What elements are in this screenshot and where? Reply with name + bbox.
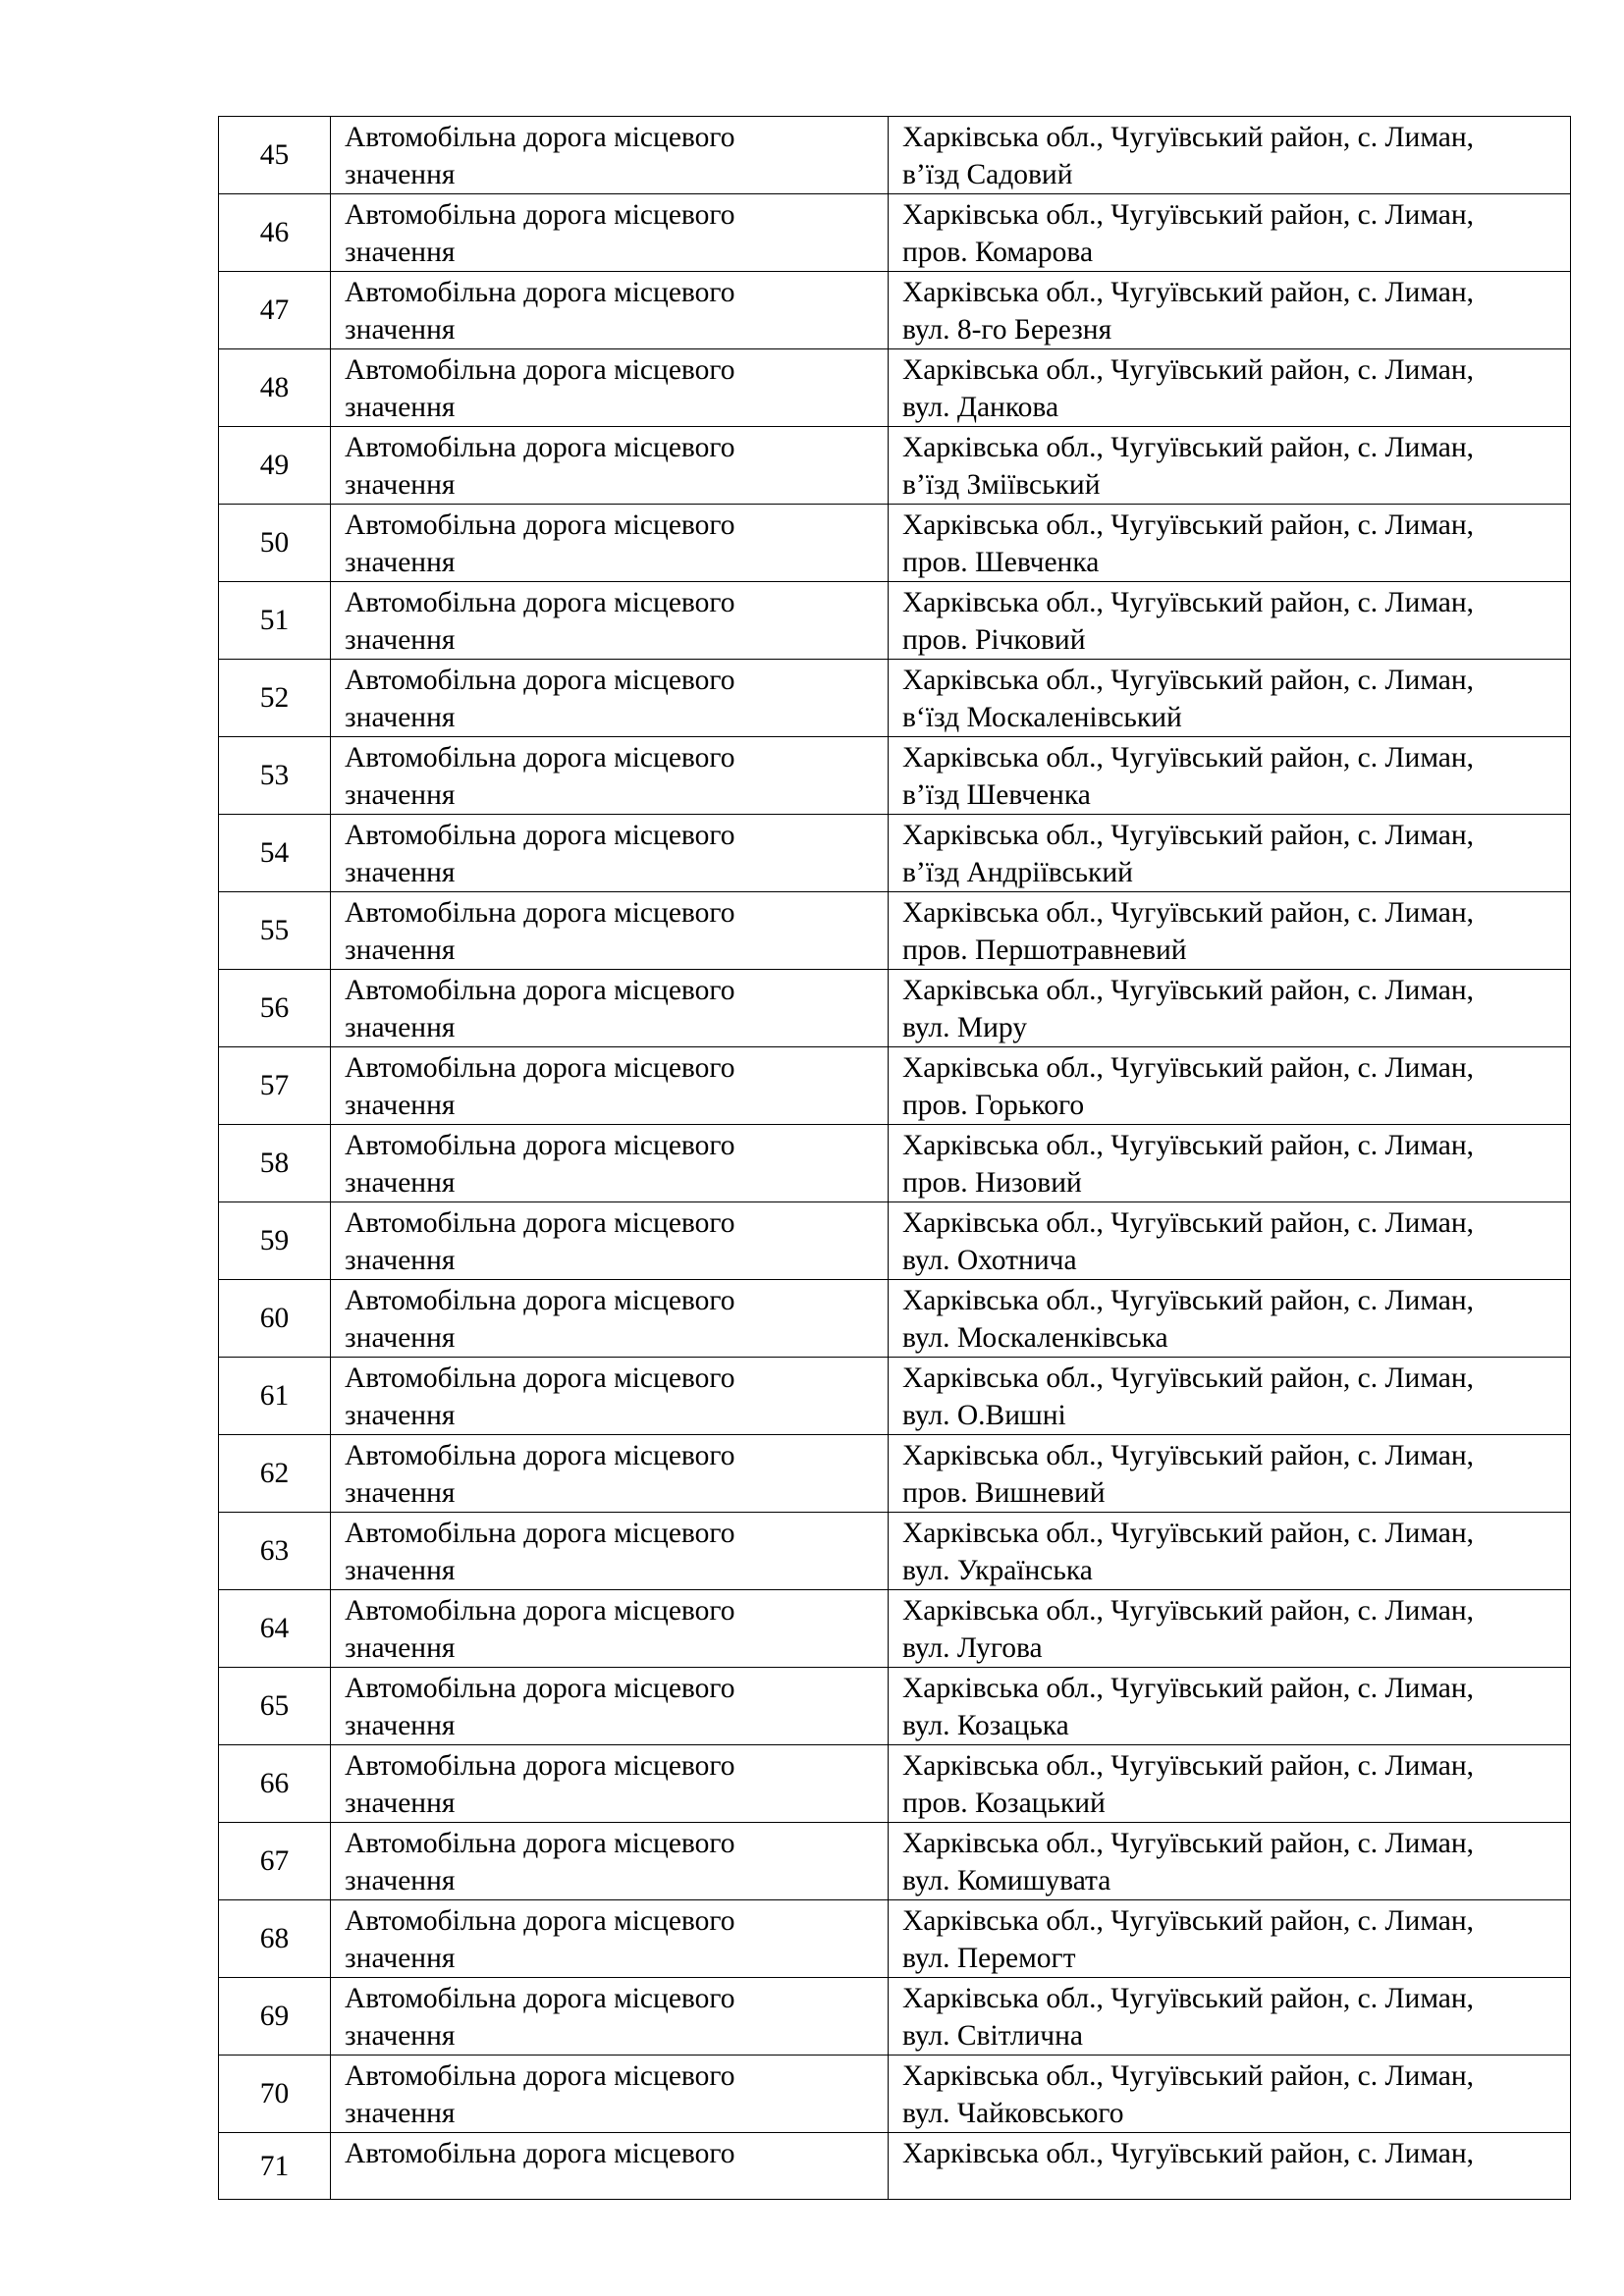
road-name-line: Автомобільна дорога місцевого [345,1983,735,2014]
row-number: 59 [219,1202,331,1280]
road-address-cell [889,1590,1571,1668]
road-address-line: Харківська обл., Чугуївський район, с. Лиман, [902,277,1475,308]
road-name-cell [331,2056,889,2133]
road-name-cell [331,737,889,815]
road-address-cell [889,1823,1571,1900]
road-name-cell [331,427,889,505]
road-name-line: значення [345,159,456,190]
table-row [219,2056,1571,2133]
row-number: 62 [219,1435,331,1513]
road-address-cell [889,117,1571,194]
road-name-line: значення [345,2098,456,2129]
road-address-cell [889,194,1571,272]
road-address-cell [889,1668,1571,1745]
row-number: 67 [219,1823,331,1900]
road-name-line: Автомобільна дорога місцевого [345,1828,735,1859]
road-name-line: значення [345,1865,456,1896]
road-name-cell [331,1358,889,1435]
table-row [219,2133,1571,2200]
row-number: 71 [219,2133,331,2200]
road-name-cell [331,272,889,349]
road-name-line: Автомобільна дорога місцевого [345,199,735,231]
road-name-line: Автомобільна дорога місцевого [345,665,735,696]
road-address-cell [889,2133,1571,2200]
row-number: 54 [219,815,331,892]
table-row [219,1358,1571,1435]
road-name-line: значення [345,547,456,578]
road-address-line: Харківська обл., Чугуївський район, с. Лиман, [902,665,1475,696]
road-address-line: вул. Данкова [902,392,1059,423]
road-name-line: Автомобільна дорога місцевого [345,2138,735,2169]
road-address-line: вул. 8-го Березня [902,314,1112,346]
road-address-line: пров. Горького [902,1090,1085,1121]
road-name-line: Автомобільна дорога місцевого [345,1207,735,1239]
row-number: 70 [219,2056,331,2133]
road-address-line: пров. Козацький [902,1788,1106,1819]
row-number: 69 [219,1978,331,2056]
row-number: 68 [219,1900,331,1978]
road-name-line: Автомобільна дорога місцевого [345,122,735,153]
road-address-line: в’їзд Зміївський [902,469,1101,501]
road-address-line: в‘їзд Москаленівський [902,702,1182,733]
road-address-cell [889,737,1571,815]
road-name-cell [331,117,889,194]
road-address-line: Харківська обл., Чугуївський район, с. Лиман, [902,742,1475,774]
road-name-cell [331,582,889,660]
roads-table [218,116,1571,2200]
table-row [219,1435,1571,1513]
road-name-cell [331,1513,889,1590]
table-row [219,892,1571,970]
road-address-line: пров. Низовий [902,1167,1082,1199]
road-name-cell [331,1745,889,1823]
road-address-line: Харківська обл., Чугуївський район, с. Лиман, [902,1207,1475,1239]
road-address-line: Харківська обл., Чугуївський район, с. Лиман, [902,1285,1475,1316]
table-row [219,660,1571,737]
table-row [219,194,1571,272]
road-address-line: Харківська обл., Чугуївський район, с. Лиман, [902,2138,1475,2169]
road-name-cell [331,1125,889,1202]
row-number: 64 [219,1590,331,1668]
road-address-line: в’їзд Шевченка [902,779,1091,811]
road-address-cell [889,1745,1571,1823]
road-address-line: Харківська обл., Чугуївський район, с. Лиман, [902,1905,1475,1937]
table-row [219,272,1571,349]
road-address-line: Харківська обл., Чугуївський район, с. Лиман, [902,1362,1475,1394]
row-number: 60 [219,1280,331,1358]
road-name-line: значення [345,624,456,656]
road-address-line: Харківська обл., Чугуївський район, с. Лиман, [902,1673,1475,1704]
road-name-cell [331,1823,889,1900]
table-row [219,1823,1571,1900]
road-name-line: значення [345,1555,456,1586]
road-address-line: вул. Комишувата [902,1865,1111,1896]
road-address-line: вул. Світлична [902,2020,1084,2052]
road-name-line: значення [345,392,456,423]
road-name-line: значення [345,1788,456,1819]
road-address-line: Харківська обл., Чугуївський район, с. Лиман, [902,975,1475,1006]
road-name-line: значення [345,702,456,733]
road-address-cell [889,582,1571,660]
road-name-cell [331,194,889,272]
road-name-cell [331,1978,889,2056]
road-name-line: значення [345,934,456,966]
table-row [219,1900,1571,1978]
road-name-line: Автомобільна дорога місцевого [345,1052,735,1084]
road-address-cell [889,660,1571,737]
road-address-line: пров. Вишневий [902,1477,1106,1509]
row-number: 51 [219,582,331,660]
road-name-line: Автомобільна дорога місцевого [345,1750,735,1782]
roads-table-body [219,117,1571,2200]
road-name-line: значення [345,1632,456,1664]
road-name-line: значення [345,237,456,268]
road-address-line: вул. Москаленківська [902,1322,1168,1354]
road-name-line: Автомобільна дорога місцевого [345,277,735,308]
road-address-line: Харківська обл., Чугуївський район, с. Лиман, [902,122,1475,153]
road-name-line: значення [345,2020,456,2052]
road-name-cell [331,1590,889,1668]
road-name-line: значення [345,1943,456,1974]
road-address-cell [889,1047,1571,1125]
road-name-cell [331,1900,889,1978]
road-name-line: Автомобільна дорога місцевого [345,1362,735,1394]
road-name-line: значення [345,1245,456,1276]
road-name-cell [331,970,889,1047]
row-number: 49 [219,427,331,505]
road-name-cell [331,1047,889,1125]
road-address-line: вул. Перемогт [902,1943,1076,1974]
road-name-cell [331,1202,889,1280]
road-address-line: вул. Козацька [902,1710,1069,1741]
road-address-line: Харківська обл., Чугуївський район, с. Лиман, [902,2060,1475,2092]
road-name-line: значення [345,1400,456,1431]
road-name-line: значення [345,314,456,346]
road-address-line: Харківська обл., Чугуївський район, с. Лиман, [902,1052,1475,1084]
road-address-cell [889,1900,1571,1978]
road-name-line: Автомобільна дорога місцевого [345,432,735,463]
table-row [219,1978,1571,2056]
road-address-line: Харківська обл., Чугуївський район, с. Лиман, [902,1750,1475,1782]
road-address-line: Харківська обл., Чугуївський район, с. Лиман, [902,1828,1475,1859]
road-name-line: Автомобільна дорога місцевого [345,742,735,774]
road-name-line: значення [345,779,456,811]
road-address-line: Харківська обл., Чугуївський район, с. Лиман, [902,1130,1475,1161]
road-name-cell [331,2133,889,2200]
road-name-line: Автомобільна дорога місцевого [345,1905,735,1937]
table-row [219,427,1571,505]
road-name-line: Автомобільна дорога місцевого [345,509,735,541]
road-address-line: Харківська обл., Чугуївський район, с. Лиман, [902,1440,1475,1471]
row-number: 50 [219,505,331,582]
road-address-line: Харківська обл., Чугуївський район, с. Лиман, [902,199,1475,231]
row-number: 53 [219,737,331,815]
road-address-line: пров. Першотравневий [902,934,1187,966]
road-name-line: Автомобільна дорога місцевого [345,820,735,851]
road-address-cell [889,1358,1571,1435]
road-address-line: вул. Миру [902,1012,1027,1043]
road-name-line: Автомобільна дорога місцевого [345,975,735,1006]
table-row [219,582,1571,660]
table-row [219,1047,1571,1125]
table-row [219,1668,1571,1745]
road-name-line: Автомобільна дорога місцевого [345,1673,735,1704]
road-name-line: Автомобільна дорога місцевого [345,1595,735,1627]
road-address-line: Харківська обл., Чугуївський район, с. Лиман, [902,1983,1475,2014]
row-number: 48 [219,349,331,427]
row-number: 57 [219,1047,331,1125]
table-row [219,737,1571,815]
road-address-line: вул. Охотнича [902,1245,1077,1276]
road-address-line: пров. Шевченка [902,547,1100,578]
road-address-line: пров. Річковий [902,624,1086,656]
road-name-line: значення [345,1167,456,1199]
road-address-cell [889,970,1571,1047]
road-address-line: вул. Чайковського [902,2098,1124,2129]
row-number: 46 [219,194,331,272]
table-row [219,505,1571,582]
road-address-cell [889,2056,1571,2133]
road-address-line: пров. Комарова [902,237,1094,268]
road-name-line: значення [345,857,456,888]
table-row [219,1745,1571,1823]
road-address-line: вул. Українська [902,1555,1093,1586]
road-address-cell [889,427,1571,505]
road-address-line: в’їзд Андріївський [902,857,1133,888]
road-address-cell [889,349,1571,427]
road-address-cell [889,1513,1571,1590]
road-name-cell [331,815,889,892]
road-address-cell [889,1125,1571,1202]
row-number: 52 [219,660,331,737]
table-row [219,1280,1571,1358]
road-name-cell [331,660,889,737]
road-name-cell [331,505,889,582]
road-address-cell [889,892,1571,970]
table-row [219,970,1571,1047]
road-name-line: Автомобільна дорога місцевого [345,1285,735,1316]
road-name-cell [331,892,889,970]
road-name-line: Автомобільна дорога місцевого [345,897,735,929]
row-number: 63 [219,1513,331,1590]
road-name-line: значення [345,1710,456,1741]
table-row [219,1513,1571,1590]
road-address-cell [889,1435,1571,1513]
road-address-line: Харківська обл., Чугуївський район, с. Лиман, [902,509,1475,541]
road-name-cell [331,349,889,427]
road-address-cell [889,1978,1571,2056]
road-name-line: Автомобільна дорога місцевого [345,1130,735,1161]
road-name-line: Автомобільна дорога місцевого [345,2060,735,2092]
road-name-line: значення [345,1477,456,1509]
row-number: 58 [219,1125,331,1202]
road-address-line: Харківська обл., Чугуївський район, с. Лиман, [902,897,1475,929]
road-address-line: Харківська обл., Чугуївський район, с. Лиман, [902,820,1475,851]
road-address-line: Харківська обл., Чугуївський район, с. Лиман, [902,1595,1475,1627]
road-address-cell [889,505,1571,582]
road-address-cell [889,272,1571,349]
road-name-line: значення [345,1090,456,1121]
road-address-cell [889,815,1571,892]
road-name-cell [331,1668,889,1745]
road-name-line: значення [345,1322,456,1354]
road-name-cell [331,1280,889,1358]
road-address-line: Харківська обл., Чугуївський район, с. Лиман, [902,432,1475,463]
road-address-line: в’їзд Садовий [902,159,1073,190]
road-name-line: значення [345,469,456,501]
row-number: 47 [219,272,331,349]
road-address-line: Харківська обл., Чугуївський район, с. Лиман, [902,1518,1475,1549]
road-address-line: вул. Лугова [902,1632,1043,1664]
row-number: 66 [219,1745,331,1823]
row-number: 56 [219,970,331,1047]
road-address-line: вул. О.Вишні [902,1400,1066,1431]
road-name-line: Автомобільна дорога місцевого [345,1440,735,1471]
table-row [219,815,1571,892]
table-row [219,1202,1571,1280]
row-number: 61 [219,1358,331,1435]
road-name-line: Автомобільна дорога місцевого [345,587,735,618]
table-row [219,349,1571,427]
road-name-line: Автомобільна дорога місцевого [345,1518,735,1549]
road-address-cell [889,1202,1571,1280]
road-address-line: Харківська обл., Чугуївський район, с. Лиман, [902,587,1475,618]
road-name-line: Автомобільна дорога місцевого [345,354,735,386]
road-name-line: значення [345,1012,456,1043]
row-number: 45 [219,117,331,194]
row-number: 55 [219,892,331,970]
road-address-cell [889,1280,1571,1358]
table-row [219,1125,1571,1202]
table-row [219,1590,1571,1668]
road-name-cell [331,1435,889,1513]
table-row [219,117,1571,194]
row-number: 65 [219,1668,331,1745]
road-address-line: Харківська обл., Чугуївський район, с. Лиман, [902,354,1475,386]
